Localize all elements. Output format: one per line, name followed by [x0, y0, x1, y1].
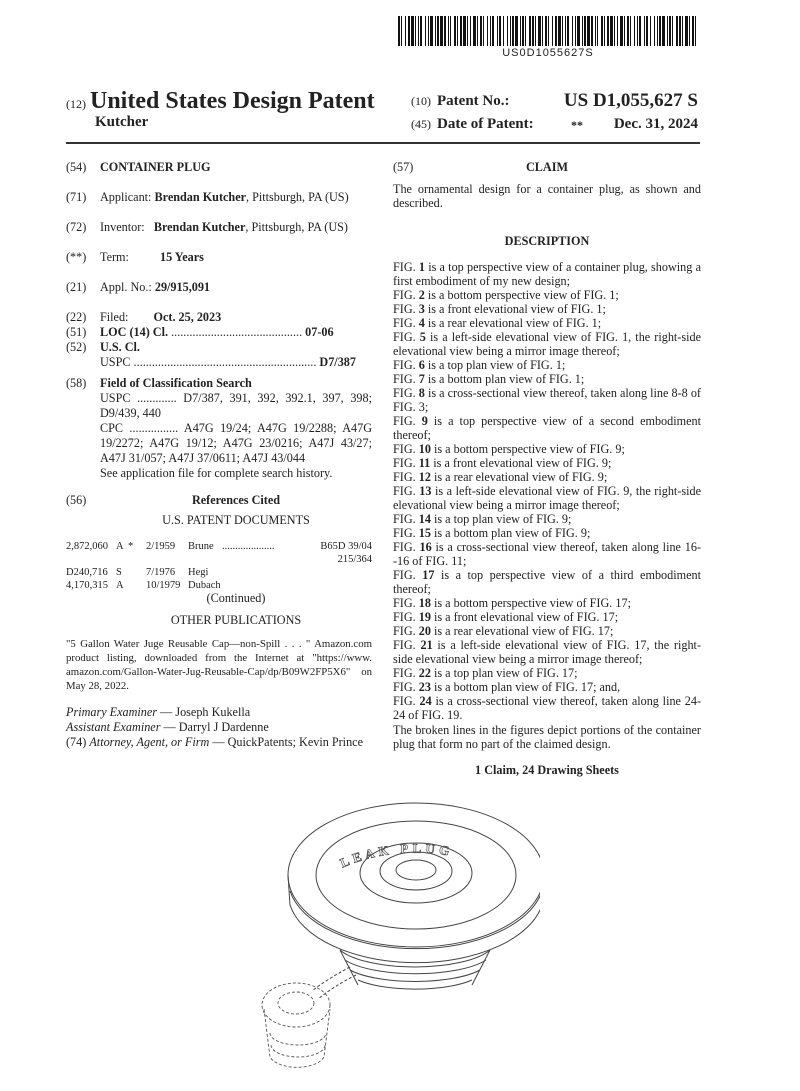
figure-prefix: FIG. — [393, 260, 419, 274]
claims-summary: 1 Claim, 24 Drawing Sheets — [475, 763, 619, 777]
filed-label: Filed: — [100, 310, 129, 324]
broken-lines-text: The broken lines in the figures depict portions of the container plug that form no part of the claimed design. — [393, 723, 701, 751]
figure-text: is a cross-sectional view thereof, taken along line 16--16 of FIG. 11; — [393, 540, 702, 568]
field-label: Field of Classification Search — [100, 376, 252, 390]
figure-prefix: FIG. — [393, 610, 419, 624]
date-label: Date of Patent: — [437, 116, 534, 132]
applicant-row — [66, 190, 372, 220]
figure-prefix: FIG. — [393, 470, 419, 484]
figure-text: is a top plan view of FIG. 9; — [430, 512, 572, 526]
reference-kind: A — [116, 580, 124, 591]
title-code: (54) — [66, 160, 87, 174]
figure-text: is a cross-sectional view thereof, taken along line 8-8 of FIG. 3; — [393, 386, 701, 414]
figure-description — [393, 330, 701, 358]
filed-code: (22) — [66, 310, 87, 324]
date-stars: ** — [571, 118, 583, 132]
figure-prefix: FIG. — [393, 666, 419, 680]
figure-number: 17 — [422, 568, 435, 582]
date-code: (45) — [411, 117, 431, 131]
figure-text: is a bottom perspective view of FIG. 9; — [430, 442, 625, 456]
figure-description — [393, 568, 701, 596]
loc-code: (51) — [66, 325, 87, 339]
figure-number: 7 — [418, 372, 425, 386]
other-publications-title: OTHER PUBLICATIONS — [170, 613, 302, 627]
figure-description — [393, 484, 701, 512]
figure-description — [393, 694, 701, 722]
figure-description — [393, 596, 701, 610]
figure-text: is a bottom plan view of FIG. 9; — [430, 526, 591, 540]
figure-number: 10 — [418, 442, 431, 456]
figure-prefix: FIG. — [393, 512, 419, 526]
patent-no-code: (10) — [411, 94, 431, 108]
figure-description — [393, 414, 701, 442]
figure-number: 14 — [418, 512, 431, 526]
figure-number: 13 — [419, 484, 432, 498]
attorney-row — [66, 735, 372, 750]
field-uspc: USPC ............. D7/387, 391, 392, 392.1, 397, 398; D9/439, 440 — [100, 391, 372, 420]
figure-prefix: FIG. — [393, 386, 419, 400]
header-rule — [66, 142, 700, 144]
figure-number: 21 — [420, 638, 433, 652]
figure-prefix: FIG. — [393, 456, 419, 470]
applicant-label: Applicant: — [100, 190, 152, 204]
figure-prefix: FIG. — [393, 526, 419, 540]
patent-type: United States Design Patent — [90, 88, 375, 114]
figure-text: is a bottom plan view of FIG. 1; — [424, 372, 585, 386]
figure-number: 8 — [418, 386, 425, 400]
loc-dots: ........................................... — [168, 325, 306, 339]
patent-date-line — [411, 116, 698, 133]
field-row — [66, 376, 372, 481]
figure-text: is a rear elevational view of FIG. 9; — [430, 470, 608, 484]
claim-title: CLAIM — [526, 160, 568, 174]
uspc-label: USPC — [100, 355, 131, 369]
claim-heading — [393, 160, 701, 182]
figure-prefix: FIG. — [393, 484, 420, 498]
figure-number: 5 — [419, 330, 426, 344]
uspc-dots: ............................................................ — [130, 355, 320, 369]
uspc-value: D7/387 — [319, 355, 356, 369]
loc-value: 07-06 — [305, 325, 334, 339]
inventor-location: , Pittsburgh, PA (US) — [245, 220, 348, 234]
inventor-surname: Kutcher — [95, 114, 149, 130]
figure-text: is a cross-sectional view thereof, taken along line 24-24 of FIG. 19. — [393, 694, 702, 722]
appl-code: (21) — [66, 280, 87, 294]
figure-list — [393, 260, 701, 722]
figure-number: 22 — [418, 666, 431, 680]
figure-text: is a top plan view of FIG. 1; — [424, 358, 566, 372]
search-note: See application file for complete search history. — [100, 466, 333, 480]
uscl-row — [66, 340, 372, 355]
patent-title-header — [66, 88, 375, 115]
reference-kind: S — [116, 567, 122, 578]
reference-row — [66, 539, 372, 565]
figure-number: 23 — [418, 680, 431, 694]
term-code: (**) — [66, 250, 87, 264]
figure-description — [393, 666, 701, 680]
figure-description — [393, 540, 701, 568]
figure-prefix: FIG. — [393, 316, 419, 330]
figure-description — [393, 358, 701, 372]
figure-prefix: FIG. — [393, 540, 420, 554]
patent-number: US D1,055,627 S — [563, 90, 698, 111]
svg-text:LEAK PLUG — [338, 841, 455, 871]
applicant-code: (71) — [66, 190, 87, 204]
figure-text: is a bottom plan view of FIG. 17; and, — [430, 680, 621, 694]
figure-text: is a front elevational view of FIG. 1; — [424, 302, 606, 316]
other-publications-text: "5 Gallon Water Juge Reusable Cap—non-Spill . . . " Amazon.com product listing, downloaded from the Internet at "https://www. amazon.com/Gallon-Water-Jug-Reusable-Cap/dp/B09W2FP5X6" on May 28, 2022. — [66, 638, 372, 692]
claim-code: (57) — [393, 160, 414, 174]
figure-description — [393, 288, 701, 302]
figure-number: 20 — [418, 624, 431, 638]
field-code: (58) — [66, 376, 87, 390]
reference-name: Brune — [188, 541, 214, 552]
title-row — [66, 160, 372, 190]
description-title: DESCRIPTION — [504, 234, 590, 248]
reference-list — [66, 539, 372, 591]
appl-label: Appl. No.: — [100, 280, 152, 294]
primary-examiner-label: Primary Examiner — [66, 705, 158, 719]
figure-text: is a top perspective view of a third embodiment thereof; — [393, 568, 701, 596]
reference-date: 10/1979 — [146, 580, 181, 591]
figure-number: 24 — [419, 694, 432, 708]
figure-description — [393, 680, 701, 694]
figure-text: is a left-side elevational view of FIG. 9, the right-side elevational view being a mirror image thereof; — [393, 484, 702, 512]
figure-number: 11 — [418, 456, 431, 470]
reference-name: Dubach — [188, 580, 221, 591]
inventor-code: (72) — [66, 220, 87, 234]
figure-description — [393, 456, 701, 470]
term-row — [66, 250, 372, 280]
filed-value: Oct. 25, 2023 — [153, 310, 222, 324]
figure-text: is a bottom perspective view of FIG. 1; — [424, 288, 619, 302]
attorney-code: (74) — [66, 735, 87, 749]
claim-text: The ornamental design for a container plug, as shown and described. — [393, 182, 701, 210]
reference-number: 2,872,060 — [66, 541, 108, 552]
continued-note: (Continued) — [206, 591, 266, 605]
assistant-examiner: — Darryl J Dardenne — [160, 720, 269, 734]
figure-text: is a left-side elevational view of FIG. 1, the right-side elevational view being a mirror image thereof; — [393, 330, 701, 358]
patent-date: Dec. 31, 2024 — [613, 116, 698, 132]
reference-class: B65D 39/04 — [320, 541, 372, 552]
us-patent-documents-title: U.S. PATENT DOCUMENTS — [162, 513, 310, 527]
figure-prefix: FIG. — [393, 694, 420, 708]
figure-description — [393, 610, 701, 624]
rim-text: LEAK PLUG — [337, 840, 455, 871]
reference-row — [66, 578, 372, 591]
figure-text: is a top perspective view of a second embodiment thereof; — [393, 414, 701, 442]
figure-text: is a front elevational view of FIG. 9; — [430, 456, 612, 470]
left-column — [66, 160, 372, 750]
refs-code: (56) — [66, 493, 87, 507]
figure-prefix: FIG. — [393, 358, 419, 372]
figure-description — [393, 526, 701, 540]
appl-value: 29/915,091 — [154, 280, 211, 294]
reference-row — [66, 565, 372, 578]
patent-no-label: Patent No.: — [437, 93, 510, 109]
figure-prefix: FIG. — [393, 414, 422, 428]
assistant-examiner-label: Assistant Examiner — [66, 720, 161, 734]
figure-prefix: FIG. — [393, 372, 419, 386]
reference-number: 4,170,315 — [66, 580, 108, 591]
figure-prefix: FIG. — [393, 288, 419, 302]
figure-number: 3 — [418, 302, 425, 316]
figure-description — [393, 316, 701, 330]
loc-row — [66, 325, 372, 340]
applicant-location: , Pittsburgh, PA (US) — [246, 190, 349, 204]
reference-number: D240,716 — [66, 567, 108, 578]
uscl-label: U.S. Cl. — [100, 340, 140, 354]
reference-dots: .................... — [222, 541, 275, 552]
figure-description — [393, 512, 701, 526]
barcode-number: US0D1055627S — [502, 47, 594, 59]
figure-description — [393, 442, 701, 456]
attorney: — QuickPatents; Kevin Prince — [209, 735, 363, 749]
figure-prefix: FIG. — [393, 442, 419, 456]
figure-prefix: FIG. — [393, 680, 419, 694]
figure-prefix: FIG. — [393, 568, 423, 582]
figure-number: 18 — [418, 596, 431, 610]
uspc-row — [66, 355, 372, 376]
figure-text: is a left-side elevational view of FIG. 17, the right-side elevational view being a mirror image thereof; — [393, 638, 702, 666]
applicant-name: Brendan Kutcher — [154, 190, 247, 204]
figure-description — [393, 386, 701, 414]
figure-text: is a top plan view of FIG. 17; — [430, 666, 578, 680]
inventor-name: Brendan Kutcher — [153, 220, 246, 234]
reference-date: 7/1976 — [146, 567, 176, 578]
invention-title: CONTAINER PLUG — [100, 160, 211, 174]
figure-description — [393, 470, 701, 484]
figure-text: is a top perspective view of a container plug, showing a first embodiment of my new design; — [393, 260, 701, 288]
right-column — [393, 160, 701, 777]
figure-description — [393, 302, 701, 316]
primary-examiner-row — [66, 705, 372, 720]
uscl-code: (52) — [66, 340, 87, 354]
loc-label: LOC (14) Cl. — [100, 325, 169, 339]
figure-description — [393, 260, 701, 288]
reference-name: Hegi — [188, 567, 209, 578]
reference-date: 2/1959 — [146, 541, 176, 552]
reference-star: * — [128, 541, 134, 552]
reference-class-secondary: 215/364 — [337, 554, 372, 565]
container-plug-drawing — [240, 795, 540, 1085]
primary-examiner: — Joseph Kukella — [157, 705, 251, 719]
patent-number-line — [411, 90, 698, 111]
figure-description — [393, 372, 701, 386]
figure-text: is a bottom perspective view of FIG. 17; — [430, 596, 631, 610]
figure-description — [393, 624, 701, 638]
figure-description — [393, 638, 701, 666]
term-label: Term: — [100, 250, 129, 264]
term-value: 15 Years — [159, 250, 204, 264]
figure-prefix: FIG. — [393, 596, 419, 610]
figure-number: 1 — [418, 260, 425, 274]
figure-number: 12 — [418, 470, 431, 484]
figure-text: is a rear elevational view of FIG. 1; — [424, 316, 602, 330]
reference-kind: A — [116, 541, 124, 552]
references-title: References Cited — [191, 493, 281, 507]
figure-text: is a front elevational view of FIG. 17; — [430, 610, 619, 624]
figure-number: 6 — [418, 358, 425, 372]
barcode — [398, 16, 698, 46]
attorney-label: Attorney, Agent, or Firm — [89, 735, 210, 749]
figure-number: 16 — [419, 540, 432, 554]
figure-text: is a rear elevational view of FIG. 17; — [430, 624, 614, 638]
figure-number: 4 — [418, 316, 425, 330]
assistant-examiner-row — [66, 720, 372, 735]
figure-number: 2 — [418, 288, 425, 302]
type-code: (12) — [66, 97, 86, 111]
inventor-label: Inventor: — [100, 220, 145, 234]
figure-number: 15 — [418, 526, 431, 540]
refs-row — [66, 493, 372, 513]
appl-row — [66, 280, 372, 310]
figure-prefix: FIG. — [393, 624, 419, 638]
figure-prefix: FIG. — [393, 638, 421, 652]
field-cpc: CPC ................ A47G 19/24; A47G 19/2288; A47G 19/2272; A47G 19/12; A47G 23/0216; A47J 43/27; A47J 31/057; A47J 37/0611; A47J 43/044 — [100, 421, 372, 465]
figure-prefix: FIG. — [393, 302, 419, 316]
figure-number: 9 — [421, 414, 428, 428]
figure-prefix: FIG. — [393, 330, 420, 344]
figure-number: 19 — [418, 610, 431, 624]
filed-row — [66, 310, 372, 325]
inventor-row — [66, 220, 372, 250]
